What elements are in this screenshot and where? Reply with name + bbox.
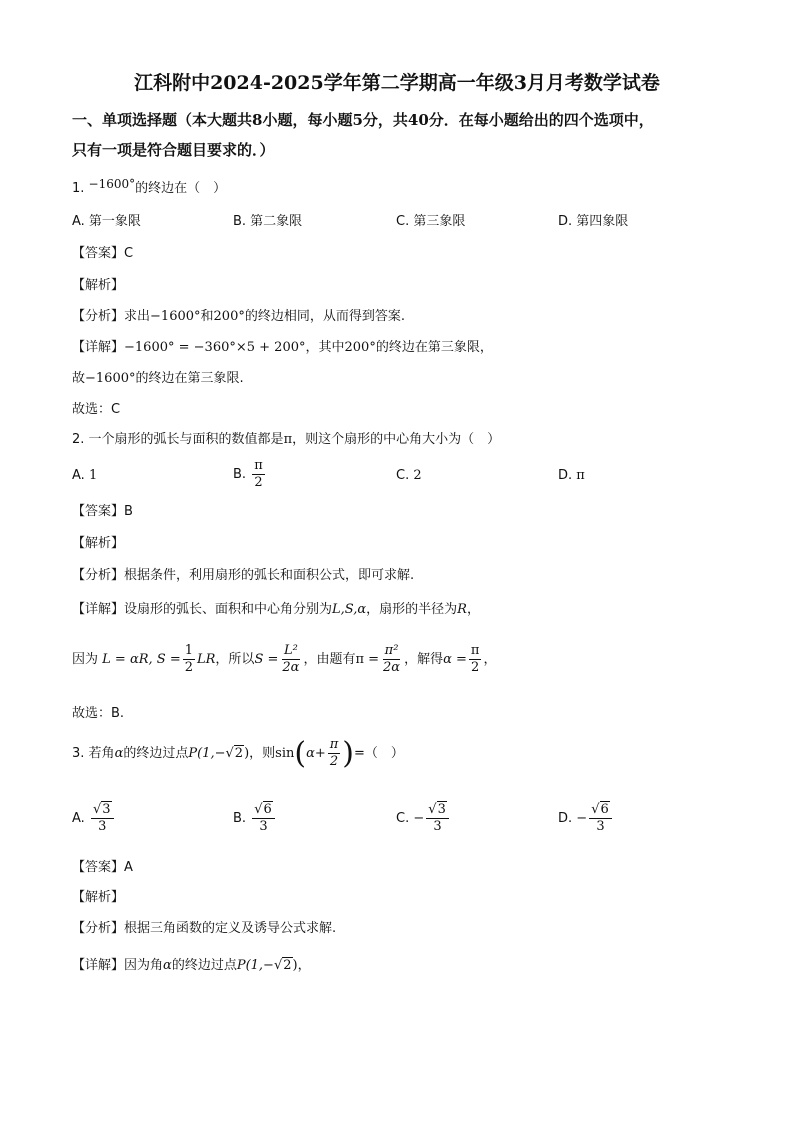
fraction — [589, 802, 612, 835]
detail-text: ， — [297, 958, 311, 973]
fraction — [469, 643, 482, 676]
fraction — [280, 643, 301, 676]
detail-text: 因为角 — [124, 958, 164, 973]
numerator: π² — [384, 643, 399, 658]
fraction — [426, 802, 449, 835]
detail-tag: 【详解】 — [72, 602, 125, 617]
numerator: L² — [283, 643, 298, 658]
math-expression: ) — [292, 958, 298, 973]
minus-sign: − — [576, 811, 588, 826]
math-expression: 200° — [213, 309, 245, 324]
option-letter: B. — [233, 467, 247, 482]
question-text: 的终边过点 — [123, 746, 189, 761]
math-expression: π — [283, 432, 293, 447]
option-value: 2 — [413, 468, 422, 483]
q2-jiexi: 【解析】 — [72, 536, 125, 551]
option-letter: B. — [233, 811, 247, 826]
q2-option-a — [72, 466, 97, 486]
question-1-stem — [72, 178, 226, 199]
denominator: 2 — [254, 475, 263, 490]
q3-option-a — [72, 802, 116, 835]
q1-option-b: B. 第二象限 — [233, 214, 303, 229]
fraction — [183, 643, 195, 676]
left-paren-icon: ( — [294, 736, 307, 771]
math-expression: L = αR, S = — [102, 652, 181, 667]
detail-text: 的终边在第三象限， — [375, 340, 493, 355]
q2-option-b — [233, 458, 267, 491]
radicand: 3 — [437, 802, 446, 817]
q1-choice: 故选：C — [72, 402, 121, 417]
radicand: 2 — [283, 958, 292, 973]
radicand: 3 — [102, 802, 111, 817]
detail-tag: 【详解】 — [72, 340, 125, 355]
question-text: ，则这个扇形的中心角大小为（ ） — [292, 432, 501, 447]
analysis-text: 根据三角函数的定义及诱导公式求解. — [124, 921, 337, 936]
detail-text: ，所以 — [215, 652, 255, 667]
q3-detail — [72, 954, 311, 973]
question-2-stem — [72, 430, 500, 450]
numerator — [252, 802, 275, 819]
minus-sign: − — [413, 811, 425, 826]
q3-analysis — [72, 919, 336, 939]
detail-text: ，由题有 — [303, 652, 356, 667]
detail-text: 故 — [72, 371, 86, 386]
math-expression: sin — [275, 746, 295, 761]
question-text: 的终边在（ ） — [135, 181, 227, 196]
section-heading-line2: 只有一项是符合题目要求的．） — [72, 141, 275, 159]
option-letter: D. — [558, 811, 573, 826]
denominator: 2α — [383, 660, 401, 675]
numerator — [589, 802, 612, 819]
math-expression: ) — [244, 746, 250, 761]
question-number: 3. — [72, 746, 85, 761]
radical-sign-icon: √ — [428, 802, 437, 817]
math-expression: π = — [355, 652, 380, 667]
denominator: 3 — [433, 819, 442, 834]
radicand: 6 — [263, 802, 272, 817]
numerator — [426, 802, 449, 819]
question-number: 2. — [72, 432, 85, 447]
q3-option-d — [558, 802, 614, 835]
denominator: 2α — [282, 660, 300, 675]
radicand: 2 — [234, 746, 244, 761]
analysis-text: 根据条件，利用扇形的弧长和面积公式，即可求解. — [124, 568, 415, 583]
math-expression: −1600° = −360°×5 + 200° — [124, 340, 306, 355]
detail-text: ，其中 — [305, 340, 345, 355]
radical-sign-icon: √ — [225, 746, 234, 761]
option-value: 1 — [88, 468, 98, 483]
fraction — [252, 802, 275, 835]
denominator: 2 — [471, 660, 480, 675]
radicand: 6 — [600, 802, 609, 817]
q1-option-d: D. 第四象限 — [558, 214, 629, 229]
detail-text: ，扇形的半径为 — [366, 602, 458, 617]
math-expression: α — [163, 958, 172, 973]
denominator: 3 — [98, 819, 107, 834]
math-expression: R — [457, 602, 467, 617]
numerator: π — [329, 737, 339, 752]
q3-option-c — [396, 802, 451, 835]
page-title: 江科附中2024-2025学年第二学期高一年级3月月考数学试卷 — [134, 72, 660, 94]
fraction — [91, 802, 114, 835]
radical-sign-icon: √ — [92, 802, 102, 817]
numerator: 1 — [184, 643, 193, 658]
q2-answer: 【答案】B — [72, 504, 133, 519]
radical-sign-icon: √ — [273, 958, 283, 973]
math-expression: P(1,− — [236, 958, 274, 973]
denominator: 2 — [329, 754, 339, 769]
q1-conclusion — [72, 369, 244, 389]
question-text: =（ ） — [354, 746, 404, 761]
question-3-stem — [72, 736, 404, 771]
fraction — [381, 643, 402, 676]
math-expression: 200° — [344, 340, 376, 355]
math-expression: LR — [197, 652, 216, 667]
detail-text: ， — [483, 652, 497, 667]
q3-jiexi: 【解析】 — [72, 890, 125, 905]
math-expression: P(1,− — [188, 746, 226, 761]
q2-option-d — [558, 466, 585, 486]
q2-option-c — [396, 466, 422, 486]
q1-jiexi: 【解析】 — [72, 278, 125, 293]
option-value: π — [576, 468, 585, 483]
math-expression: S = — [254, 652, 279, 667]
question-number: 1. — [72, 181, 85, 196]
denominator: 3 — [596, 819, 605, 834]
math-expression: α = — [443, 652, 467, 667]
numerator: π — [470, 643, 480, 658]
square-root — [274, 958, 293, 973]
math-expression: L,S,α — [332, 602, 367, 617]
numerator — [91, 802, 114, 819]
fraction — [252, 458, 265, 491]
q1-answer: 【答案】C — [72, 246, 134, 261]
math-expression: −1600° — [150, 309, 201, 324]
q1-option-a: A. 第一象限 — [72, 214, 141, 229]
math-expression: −1600° — [88, 177, 136, 191]
detail-tag: 【详解】 — [72, 958, 125, 973]
numerator: π — [254, 458, 263, 473]
q2-analysis — [72, 566, 414, 586]
denominator: 2 — [184, 660, 193, 675]
math-expression: −1600° — [85, 371, 136, 386]
detail-text: ， — [466, 602, 480, 617]
math-expression: α+ — [306, 746, 326, 761]
option-letter: D. — [558, 468, 573, 483]
denominator: 3 — [259, 819, 268, 834]
question-text: 若角 — [88, 746, 115, 761]
analysis-tag: 【分析】 — [72, 309, 125, 324]
q1-analysis — [72, 307, 405, 327]
option-letter: C. — [396, 468, 410, 483]
detail-text: 的终边过点 — [171, 958, 237, 973]
option-letter: C. — [396, 811, 410, 826]
detail-text: ，解得 — [404, 652, 444, 667]
question-text: 一个扇形的弧长与面积的数值都是 — [88, 432, 284, 447]
analysis-text: 和 — [200, 309, 214, 324]
radical-sign-icon: √ — [591, 802, 600, 817]
detail-text: 因为 — [72, 652, 99, 667]
option-letter: A. — [72, 468, 85, 483]
analysis-tag: 【分析】 — [72, 568, 125, 583]
option-letter: A. — [72, 811, 85, 826]
q1-detail — [72, 338, 493, 358]
radical-sign-icon: √ — [254, 802, 263, 817]
q2-choice: 故选：B. — [72, 706, 125, 721]
right-paren-icon: ) — [342, 736, 355, 771]
q1-option-c: C. 第三象限 — [396, 214, 466, 229]
analysis-tag: 【分析】 — [72, 921, 125, 936]
square-root — [225, 746, 244, 761]
math-expression: α — [114, 746, 124, 761]
q3-answer: 【答案】A — [72, 860, 133, 875]
section-heading-line1: 一、单项选择题（本大题共8小题，每小题5分，共40分．在每小题给出的四个选项中， — [72, 111, 654, 129]
detail-text: 设扇形的弧长、面积和中心角分别为 — [124, 602, 333, 617]
q2-detail — [72, 600, 480, 620]
analysis-text: 求出 — [124, 309, 151, 324]
fraction — [328, 737, 341, 770]
analysis-text: 的终边相同，从而得到答案. — [244, 309, 405, 324]
q2-derivation — [72, 643, 496, 676]
question-text: ，则 — [249, 746, 276, 761]
q3-option-b — [233, 802, 277, 835]
detail-text: 的终边在第三象限. — [135, 371, 244, 386]
